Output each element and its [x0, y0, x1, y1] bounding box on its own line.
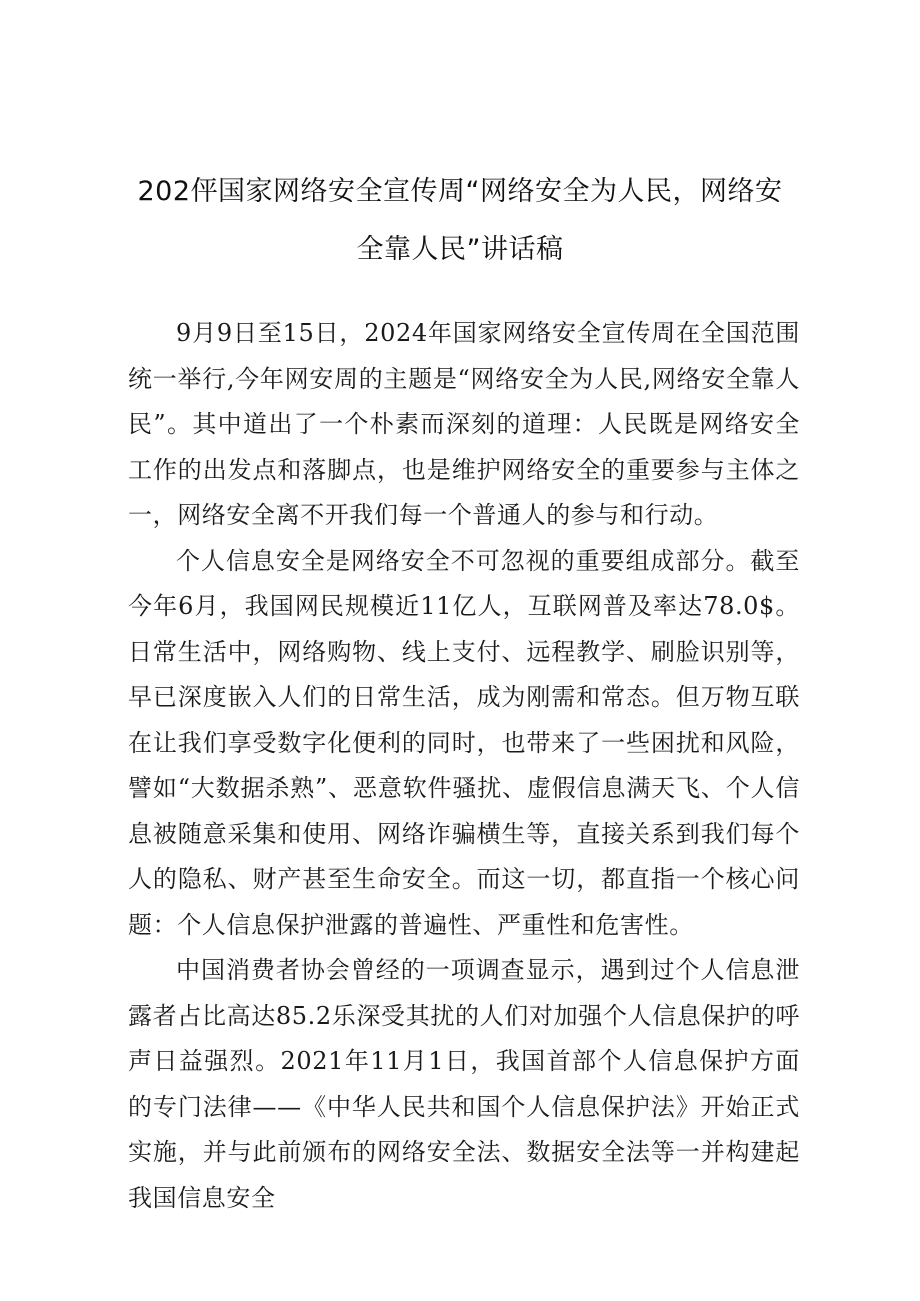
paragraph-1: 9月9日至15日，2024年国家网络安全宣传周在全国范围统一举行,今年网安周的主题是“网络安全为人民,网络安全靠人民”。其中道出了一个朴素而深刻的道理：人民既是网络安全工作的出发点和落脚点，也是维护网络安全的重要参与主体之一，网络安全离不开我们每一个普通人的参与和行动。 — [128, 319, 800, 529]
document-body — [128, 311, 800, 1221]
title-line-1: 202伻国家网络安全宣传周“网络安全为人民，网络安 — [137, 176, 783, 207]
document-title — [110, 163, 810, 279]
paragraph-3: 中国消费者协会曾经的一项调查显示，遇到过个人信息泄露者占比高达85.2乐深受其扰的人们对加强个人信息保护的呼声日益强烈。2021年11月1日，我国首部个人信息保护方面的专门法律——《中华人民共和国个人信息保护法》开始正式实施，并与此前颁布的网络安全法、数据安全法等一并构建起我国信息安全 — [128, 956, 800, 1212]
title-line-2: 全靠人民”讲话稿 — [356, 234, 564, 265]
paragraph-2: 个人信息安全是网络安全不可忽视的重要组成部分。截至今年6月，我国网民规模近11亿人，互联网普及率达78.0$。日常生活中，网络购物、线上支付、远程教学、刷脸识别等，早已深度嵌入人们的日常生活，成为刚需和常态。但万物互联在让我们享受数字化便利的同时，也带来了一些困扰和风险，譬如“大数据杀熟”、恶意软件骚扰、虚假信息满天飞、个人信息被随意采集和使用、网络诈骗横生等，直接关系到我们每个人的隐私、财产甚至生命安全。而这一切，都直指一个核心问题：个人信息保护泄露的普遍性、严重性和危害性。 — [128, 546, 800, 939]
